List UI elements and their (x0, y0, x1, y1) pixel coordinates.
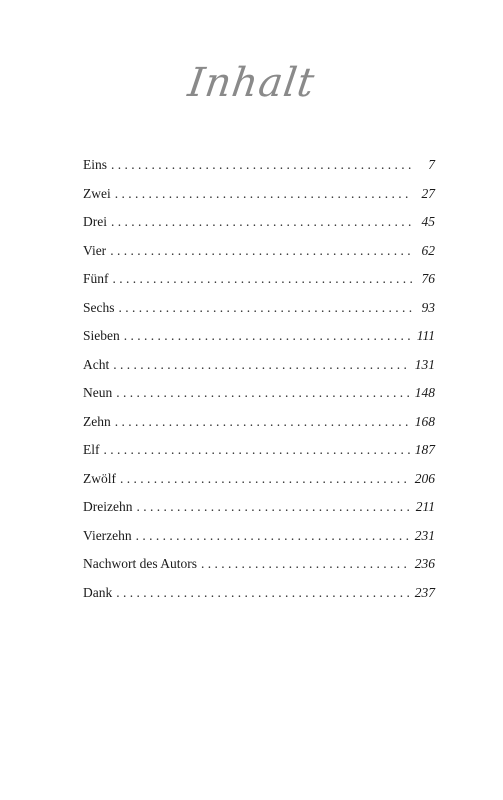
toc-entry-page: 231 (414, 527, 435, 543)
dot-leader (124, 328, 413, 344)
toc-entry[interactable] (83, 499, 435, 528)
dot-leader (111, 157, 412, 173)
dot-leader (115, 414, 411, 430)
dot-leader (119, 300, 413, 316)
toc-entry-page: 211 (415, 499, 435, 514)
table-of-contents (83, 157, 435, 613)
dot-leader (201, 556, 411, 572)
dot-leader (136, 528, 411, 544)
toc-entry[interactable] (83, 243, 435, 272)
toc-entry-page: 237 (414, 584, 435, 600)
dot-leader (116, 385, 411, 401)
toc-entry-page: 7 (428, 157, 435, 172)
toc-entry-label: Vierzehn (83, 527, 132, 543)
toc-entry-page: 131 (414, 356, 435, 372)
toc-entry-label: Zwölf (83, 470, 116, 486)
toc-entry-label: Elf (83, 442, 100, 457)
toc-entry[interactable] (83, 157, 435, 186)
toc-entry-label: Fünf (83, 271, 109, 286)
toc-entry-label: Drei (83, 214, 107, 229)
dot-leader (113, 357, 411, 373)
toc-entry-label: Vier (83, 242, 107, 258)
toc-entry[interactable] (83, 357, 435, 386)
toc-entry[interactable] (83, 300, 435, 329)
toc-entry[interactable] (83, 328, 435, 357)
toc-entry-page: 45 (421, 214, 435, 229)
toc-entry-label: Dreizehn (83, 499, 133, 514)
toc-entry-label: Dank (83, 584, 113, 600)
toc-entry-label: Nachwort des Autors (83, 556, 197, 571)
dot-leader (116, 585, 411, 601)
dot-leader (120, 471, 411, 487)
dot-leader (110, 243, 412, 259)
toc-entry-label: Zwei (83, 185, 111, 201)
toc-entry-label: Sechs (83, 299, 115, 315)
toc-entry[interactable] (83, 214, 435, 243)
toc-entry[interactable] (83, 528, 435, 557)
toc-entry[interactable] (83, 556, 435, 585)
toc-entry-page: 148 (414, 385, 435, 400)
dot-leader (111, 214, 412, 230)
toc-entry[interactable] (83, 414, 435, 443)
toc-entry[interactable] (83, 442, 435, 471)
page-title: Inhalt (185, 60, 318, 106)
toc-entry[interactable] (83, 186, 435, 215)
toc-entry-page: 187 (414, 442, 435, 457)
dot-leader (136, 499, 411, 515)
toc-entry-label: Zehn (83, 413, 111, 429)
toc-entry-page: 111 (416, 328, 435, 343)
toc-entry[interactable] (83, 385, 435, 414)
dot-leader (113, 271, 413, 287)
toc-entry-label: Neun (83, 385, 113, 400)
dot-leader (115, 186, 413, 202)
toc-entry-page: 76 (421, 271, 435, 286)
toc-entry[interactable] (83, 471, 435, 500)
toc-entry-label: Acht (83, 356, 110, 372)
toc-entry-page: 206 (414, 470, 435, 486)
toc-entry-label: Eins (83, 157, 108, 172)
dot-leader (104, 442, 411, 458)
toc-entry[interactable] (83, 271, 435, 300)
toc-entry-page: 62 (421, 242, 435, 258)
toc-entry-page: 168 (414, 413, 435, 429)
toc-entry-page: 93 (421, 299, 435, 315)
toc-entry[interactable] (83, 585, 435, 614)
toc-entry-page: 236 (414, 556, 435, 571)
toc-entry-label: Sieben (83, 328, 120, 343)
toc-entry-page: 27 (421, 185, 435, 201)
